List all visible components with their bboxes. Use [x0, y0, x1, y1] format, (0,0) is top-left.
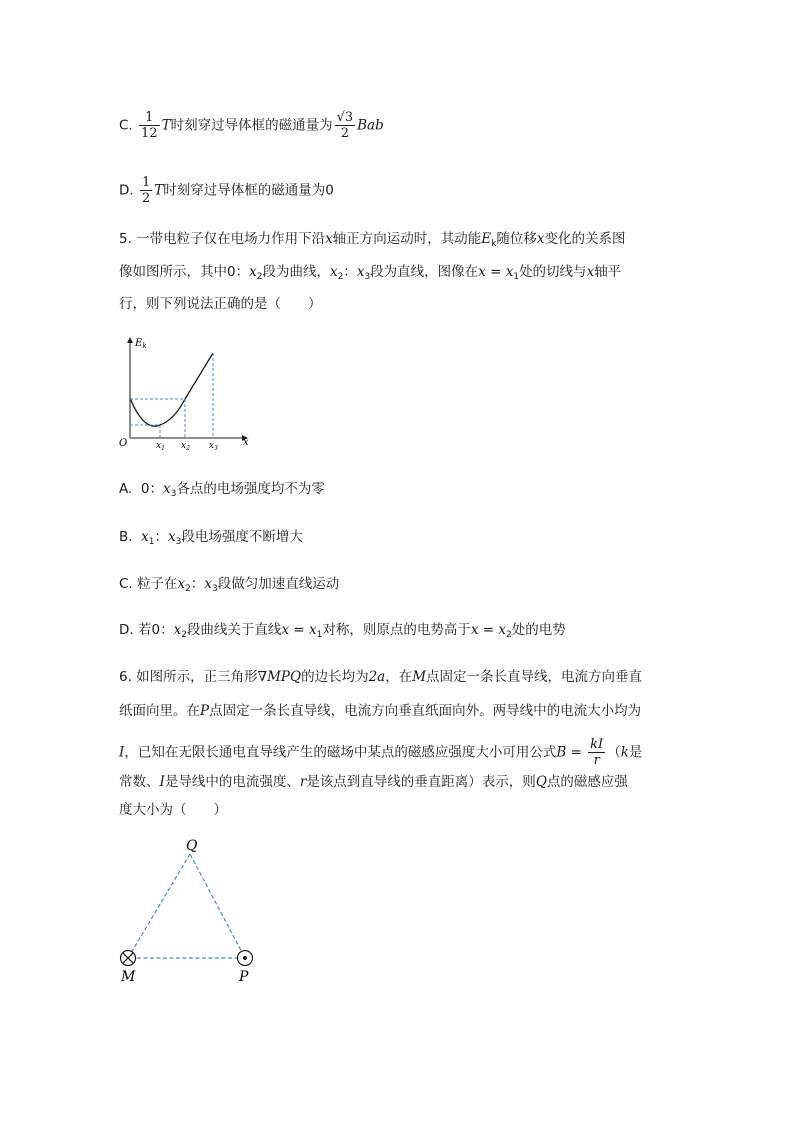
q6-line2: 纸面向里。在P点固定一条长直导线，电流方向垂直纸面向外。两导线中的电流大小均为	[119, 703, 642, 719]
q5-option-a: A. 0：$x_3$各点的电场强度均不为零	[119, 481, 325, 499]
ek-curve	[130, 353, 213, 426]
label-P: P	[239, 969, 249, 985]
fraction-sqrt3-2: $\frac{√3}{2}$	[336, 110, 354, 141]
fraction-1-12: $\frac{1}{12}$	[141, 110, 158, 141]
origin-label: O	[119, 438, 128, 449]
q5-line2: 像如图所示，其中0：$x_2$段为曲线，$x_2$：$x_3$段为直线，图像在$x = x_1$处的切线与x轴平	[119, 264, 622, 282]
q6-line5: 度大小为（ ）	[119, 802, 227, 818]
option-c-label: C.	[119, 117, 133, 134]
ek-label: $E_k$	[135, 338, 147, 350]
q6-line3: I，已知在无限长通电直导线产生的磁场中某点的磁感应强度大小可用公式B = $\frac{kI}{r}$ （k是	[119, 737, 643, 768]
option-c-tail: Bab	[357, 117, 384, 134]
q5-line3: 行，则下列说法正确的是（ ）	[119, 296, 322, 312]
var-T: T	[154, 182, 164, 199]
q5-option-b: B. $x_1$：$x_3$段电场强度不断增大	[119, 529, 303, 547]
tick-x1: $x_1$	[156, 441, 165, 452]
fraction-kI-r: $\frac{kI}{r}$	[590, 737, 604, 768]
q6-line1: 6. 如图所示，正三角形∇MPQ的边长均为2a，在M点固定一条长直导线，电流方向垂直	[119, 669, 643, 685]
option-d	[119, 175, 334, 206]
option-d-text: 时刻穿过导体框的磁通量为	[163, 182, 326, 199]
option-c-text: 时刻穿过导体框的磁通量为	[170, 117, 333, 134]
label-Q: Q	[186, 838, 198, 854]
option-d-tail: 0	[325, 182, 334, 199]
q6-line4: 常数、I是导线中的电流强度、r是该点到直导线的垂直距离）表示，则Q点的磁感应强	[119, 774, 628, 790]
x-axis-label: x	[243, 437, 249, 448]
tick-x2: $x_2$	[181, 441, 190, 452]
q5-option-c: C. 粒子在$x_2$：$x_3$段做匀加速直线运动	[119, 576, 340, 594]
label-M: M	[121, 969, 136, 985]
option-c	[119, 110, 384, 141]
var-T: T	[161, 117, 171, 134]
q5-line1: 5. 一带电粒子仅在电场力作用下沿x轴正方向运动时，其动能$E_k$随位移x变化的关系图	[119, 231, 626, 249]
option-d-label: D.	[119, 182, 134, 199]
triangle-sides	[128, 854, 245, 958]
tick-x3: $x_3$	[209, 441, 218, 452]
fraction-1-2: $\frac{1}{2}$	[141, 175, 151, 206]
q5-option-d: D. 若0：$x_2$段曲线关于直线$x = x_1$对称，则原点的电势高于$x = x_2$处的电势	[119, 622, 566, 640]
triangle-figure	[110, 836, 280, 991]
ek-x-graph	[112, 332, 262, 452]
